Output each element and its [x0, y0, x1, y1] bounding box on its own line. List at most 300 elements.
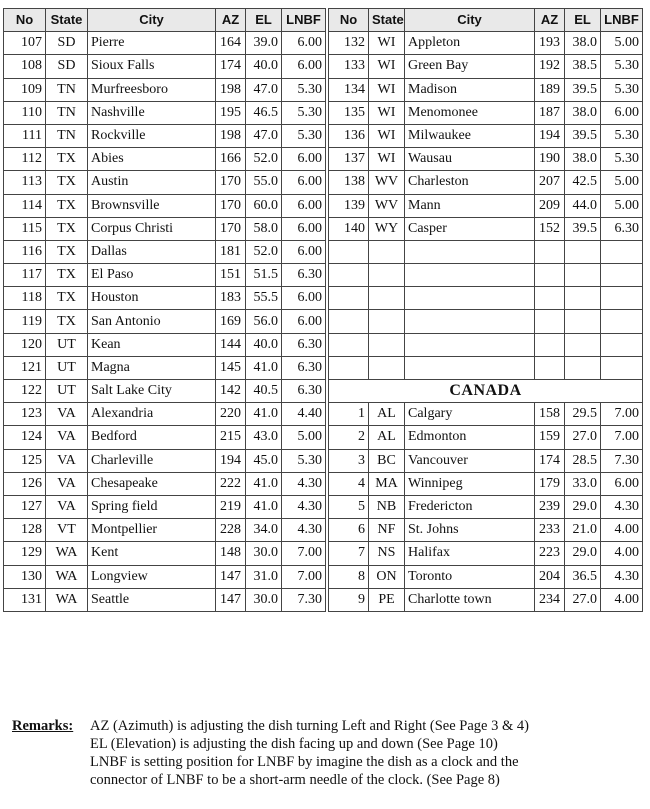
cell-no: 6: [329, 519, 369, 542]
cell-lnbf: 6.30: [282, 333, 326, 356]
cell-lnbf: 6.30: [282, 380, 326, 403]
cell-lnbf: 5.30: [601, 55, 643, 78]
cell-city: Salt Lake City: [88, 380, 216, 403]
cell-city: Milwaukee: [405, 124, 535, 147]
cell-no: 138: [329, 171, 369, 194]
cell-no: 107: [4, 32, 46, 55]
table-row: [329, 565, 643, 588]
cell-no: 2: [329, 426, 369, 449]
cell-state: UT: [46, 380, 88, 403]
cell-lnbf: 6.00: [601, 101, 643, 124]
cell-lnbf: 6.00: [282, 171, 326, 194]
cell-city: Alexandria: [88, 403, 216, 426]
cell-lnbf: 4.30: [282, 495, 326, 518]
cell-el: 42.5: [565, 171, 601, 194]
table-header-row: [329, 9, 643, 32]
cell-no: 113: [4, 171, 46, 194]
cell-az: 174: [216, 55, 246, 78]
cell-el: 41.0: [246, 356, 282, 379]
cell-state: TX: [46, 310, 88, 333]
empty-cell: [601, 310, 643, 333]
cell-lnbf: 6.00: [282, 32, 326, 55]
cell-no: 3: [329, 449, 369, 472]
cell-az: 198: [216, 124, 246, 147]
cell-city: El Paso: [88, 264, 216, 287]
cell-el: 21.0: [565, 519, 601, 542]
cell-lnbf: 6.00: [282, 240, 326, 263]
cell-city: Bedford: [88, 426, 216, 449]
cell-lnbf: 5.30: [282, 78, 326, 101]
cell-lnbf: 5.30: [282, 101, 326, 124]
cell-city: Montpellier: [88, 519, 216, 542]
cell-city: Mann: [405, 194, 535, 217]
empty-cell: [565, 310, 601, 333]
cell-state: UT: [46, 356, 88, 379]
cell-el: 28.5: [565, 449, 601, 472]
remarks-label: Remarks:: [12, 718, 74, 734]
column-header-az: AZ: [216, 9, 246, 32]
us-canada-cities-table-right: [328, 8, 643, 612]
table-row: [4, 333, 326, 356]
empty-cell: [535, 310, 565, 333]
cell-el: 60.0: [246, 194, 282, 217]
cell-no: 109: [4, 78, 46, 101]
dish-settings-tables: [3, 8, 643, 632]
cell-el: 41.0: [246, 495, 282, 518]
cell-lnbf: 6.30: [282, 356, 326, 379]
cell-az: 170: [216, 171, 246, 194]
cell-el: 30.0: [246, 542, 282, 565]
cell-lnbf: 6.00: [282, 148, 326, 171]
cell-state: WV: [369, 171, 405, 194]
cell-state: VA: [46, 403, 88, 426]
cell-el: 40.5: [246, 380, 282, 403]
empty-cell: [601, 240, 643, 263]
cell-lnbf: 7.00: [282, 565, 326, 588]
cell-no: 108: [4, 55, 46, 78]
table-row: [329, 55, 643, 78]
empty-cell: [329, 287, 369, 310]
table-row: [329, 472, 643, 495]
cell-el: 47.0: [246, 124, 282, 147]
cell-el: 41.0: [246, 472, 282, 495]
cell-az: 193: [535, 32, 565, 55]
cell-az: 142: [216, 380, 246, 403]
table-row: [329, 588, 643, 611]
cell-el: 40.0: [246, 55, 282, 78]
cell-el: 30.0: [246, 588, 282, 611]
cell-state: VA: [46, 426, 88, 449]
cell-city: Winnipeg: [405, 472, 535, 495]
cell-no: 139: [329, 194, 369, 217]
table-row: [4, 426, 326, 449]
cell-state: TX: [46, 264, 88, 287]
cell-city: Longview: [88, 565, 216, 588]
cell-city: San Antonio: [88, 310, 216, 333]
cell-state: VA: [46, 449, 88, 472]
cell-el: 33.0: [565, 472, 601, 495]
table-row: [4, 588, 326, 611]
cell-lnbf: 7.30: [282, 588, 326, 611]
canada-section-row: [329, 380, 643, 403]
cell-el: 43.0: [246, 426, 282, 449]
empty-cell: [405, 356, 535, 379]
cell-city: Halifax: [405, 542, 535, 565]
table-row: [4, 542, 326, 565]
cell-el: 38.0: [565, 32, 601, 55]
cell-el: 52.0: [246, 148, 282, 171]
cell-az: 144: [216, 333, 246, 356]
cell-state: SD: [46, 55, 88, 78]
cell-no: 120: [4, 333, 46, 356]
cell-lnbf: 5.00: [601, 32, 643, 55]
cell-el: 36.5: [565, 565, 601, 588]
empty-cell: [405, 264, 535, 287]
cell-city: Austin: [88, 171, 216, 194]
cell-state: AL: [369, 426, 405, 449]
table-row: [4, 310, 326, 333]
table-row: [4, 449, 326, 472]
table-row: [4, 171, 326, 194]
cell-state: TX: [46, 287, 88, 310]
remarks-section: [12, 717, 642, 789]
cell-el: 39.5: [565, 78, 601, 101]
cell-city: Nashville: [88, 101, 216, 124]
cell-state: WI: [369, 101, 405, 124]
cell-az: 181: [216, 240, 246, 263]
cell-no: 134: [329, 78, 369, 101]
cell-no: 127: [4, 495, 46, 518]
cell-no: 124: [4, 426, 46, 449]
cell-az: 145: [216, 356, 246, 379]
cell-el: 39.0: [246, 32, 282, 55]
cell-city: Charleston: [405, 171, 535, 194]
cell-city: Appleton: [405, 32, 535, 55]
table-row: [4, 194, 326, 217]
cell-az: 159: [535, 426, 565, 449]
empty-cell: [369, 287, 405, 310]
table-row: [4, 101, 326, 124]
cell-el: 45.0: [246, 449, 282, 472]
table-row: [329, 124, 643, 147]
empty-cell: [329, 333, 369, 356]
cell-az: 194: [535, 124, 565, 147]
cell-el: 55.5: [246, 287, 282, 310]
cell-lnbf: 7.00: [601, 403, 643, 426]
cell-city: Casper: [405, 217, 535, 240]
cell-no: 5: [329, 495, 369, 518]
empty-cell: [565, 287, 601, 310]
cell-lnbf: 5.00: [601, 194, 643, 217]
cell-state: WI: [369, 55, 405, 78]
cell-city: St. Johns: [405, 519, 535, 542]
cell-state: TX: [46, 148, 88, 171]
column-header-city: City: [88, 9, 216, 32]
cell-city: Kean: [88, 333, 216, 356]
cell-el: 29.0: [565, 495, 601, 518]
cell-state: WY: [369, 217, 405, 240]
cell-lnbf: 6.00: [601, 472, 643, 495]
cell-lnbf: 4.30: [601, 495, 643, 518]
cell-lnbf: 4.30: [282, 472, 326, 495]
cell-state: BC: [369, 449, 405, 472]
cell-no: 129: [4, 542, 46, 565]
cell-city: Toronto: [405, 565, 535, 588]
cell-lnbf: 5.30: [601, 124, 643, 147]
cell-state: WA: [46, 542, 88, 565]
cell-no: 115: [4, 217, 46, 240]
cell-lnbf: 5.30: [282, 124, 326, 147]
cell-az: 223: [535, 542, 565, 565]
cell-el: 38.0: [565, 148, 601, 171]
cell-az: 164: [216, 32, 246, 55]
column-header-az: AZ: [535, 9, 565, 32]
blank-row: [329, 310, 643, 333]
cell-lnbf: 5.30: [601, 148, 643, 171]
cell-az: 187: [535, 101, 565, 124]
table-row: [4, 287, 326, 310]
cell-city: Charlotte town: [405, 588, 535, 611]
cell-el: 47.0: [246, 78, 282, 101]
cell-el: 39.5: [565, 217, 601, 240]
cell-az: 207: [535, 171, 565, 194]
cell-state: TX: [46, 217, 88, 240]
cell-no: 118: [4, 287, 46, 310]
table-header-row: [4, 9, 326, 32]
cell-lnbf: 7.30: [601, 449, 643, 472]
cell-no: 110: [4, 101, 46, 124]
remarks-line: connector of LNBF to be a short-arm needle of the clock. (See Page 8): [90, 772, 500, 788]
cell-lnbf: 6.00: [282, 310, 326, 333]
cell-city: Seattle: [88, 588, 216, 611]
cell-lnbf: 5.30: [282, 449, 326, 472]
cell-state: TX: [46, 240, 88, 263]
cell-az: 220: [216, 403, 246, 426]
cell-el: 44.0: [565, 194, 601, 217]
cell-state: SD: [46, 32, 88, 55]
table-row: [4, 55, 326, 78]
blank-row: [329, 287, 643, 310]
column-header-lnbf: LNBF: [282, 9, 326, 32]
cell-city: Chesapeake: [88, 472, 216, 495]
cell-el: 46.5: [246, 101, 282, 124]
cell-az: 147: [216, 588, 246, 611]
cell-city: Sioux Falls: [88, 55, 216, 78]
table-row: [329, 171, 643, 194]
column-header-state: State: [369, 9, 405, 32]
cell-az: 169: [216, 310, 246, 333]
empty-cell: [369, 264, 405, 287]
column-header-no: No: [329, 9, 369, 32]
cell-no: 117: [4, 264, 46, 287]
cell-city: Charleville: [88, 449, 216, 472]
empty-cell: [565, 240, 601, 263]
cell-az: 239: [535, 495, 565, 518]
cell-el: 51.5: [246, 264, 282, 287]
cell-state: WI: [369, 124, 405, 147]
empty-cell: [601, 356, 643, 379]
empty-cell: [329, 356, 369, 379]
canada-section-heading: CANADA: [329, 380, 643, 403]
cell-lnbf: 4.30: [601, 565, 643, 588]
empty-cell: [565, 333, 601, 356]
table-row: [4, 356, 326, 379]
cell-lnbf: 4.00: [601, 588, 643, 611]
blank-row: [329, 240, 643, 263]
cell-lnbf: 5.00: [282, 426, 326, 449]
table-row: [329, 403, 643, 426]
cell-no: 123: [4, 403, 46, 426]
cell-lnbf: 6.00: [282, 55, 326, 78]
cell-el: 29.0: [565, 542, 601, 565]
empty-cell: [329, 240, 369, 263]
cell-az: 151: [216, 264, 246, 287]
cell-az: 152: [535, 217, 565, 240]
cell-el: 27.0: [565, 426, 601, 449]
column-header-no: No: [4, 9, 46, 32]
cell-el: 41.0: [246, 403, 282, 426]
cell-city: Calgary: [405, 403, 535, 426]
cell-city: Fredericton: [405, 495, 535, 518]
table-row: [4, 217, 326, 240]
table-row: [329, 449, 643, 472]
table-row: [4, 380, 326, 403]
blank-row: [329, 264, 643, 287]
remarks-line: EL (Elevation) is adjusting the dish facing up and down (See Page 10): [90, 736, 498, 752]
cell-lnbf: 7.00: [282, 542, 326, 565]
cell-az: 194: [216, 449, 246, 472]
cell-state: VA: [46, 495, 88, 518]
cell-lnbf: 6.30: [282, 264, 326, 287]
cell-az: 148: [216, 542, 246, 565]
cell-state: NF: [369, 519, 405, 542]
cell-lnbf: 6.00: [282, 194, 326, 217]
table-row: [4, 148, 326, 171]
empty-cell: [405, 240, 535, 263]
cell-az: 190: [535, 148, 565, 171]
cell-no: 8: [329, 565, 369, 588]
cell-el: 34.0: [246, 519, 282, 542]
empty-cell: [369, 356, 405, 379]
cell-city: Brownsville: [88, 194, 216, 217]
cell-el: 56.0: [246, 310, 282, 333]
cell-no: 135: [329, 101, 369, 124]
empty-cell: [535, 356, 565, 379]
cell-az: 234: [535, 588, 565, 611]
cell-city: Vancouver: [405, 449, 535, 472]
cell-city: Menomonee: [405, 101, 535, 124]
cell-state: PE: [369, 588, 405, 611]
empty-cell: [405, 310, 535, 333]
cell-lnbf: 4.00: [601, 519, 643, 542]
table-row: [4, 403, 326, 426]
empty-cell: [329, 264, 369, 287]
cell-az: 219: [216, 495, 246, 518]
cell-no: 132: [329, 32, 369, 55]
cell-city: Madison: [405, 78, 535, 101]
table-row: [4, 124, 326, 147]
table-row: [329, 495, 643, 518]
cell-state: NB: [369, 495, 405, 518]
table-row: [4, 32, 326, 55]
cell-city: Edmonton: [405, 426, 535, 449]
cell-state: TX: [46, 171, 88, 194]
cell-az: 198: [216, 78, 246, 101]
table-row: [4, 565, 326, 588]
table-row: [4, 472, 326, 495]
cell-no: 112: [4, 148, 46, 171]
empty-cell: [601, 264, 643, 287]
remarks-line: LNBF is setting position for LNBF by imagine the dish as a clock and the: [90, 754, 519, 770]
cell-az: 170: [216, 194, 246, 217]
column-header-el: EL: [246, 9, 282, 32]
empty-cell: [329, 310, 369, 333]
table-row: [329, 217, 643, 240]
empty-cell: [565, 264, 601, 287]
cell-state: NS: [369, 542, 405, 565]
cell-state: MA: [369, 472, 405, 495]
column-header-lnbf: LNBF: [601, 9, 643, 32]
cell-az: 189: [535, 78, 565, 101]
cell-no: 126: [4, 472, 46, 495]
cell-az: 147: [216, 565, 246, 588]
cell-city: Magna: [88, 356, 216, 379]
cell-az: 158: [535, 403, 565, 426]
cell-el: 58.0: [246, 217, 282, 240]
cell-lnbf: 7.00: [601, 426, 643, 449]
cell-state: TN: [46, 78, 88, 101]
cell-az: 195: [216, 101, 246, 124]
cell-state: TN: [46, 124, 88, 147]
table-row: [4, 240, 326, 263]
cell-az: 166: [216, 148, 246, 171]
cell-az: 183: [216, 287, 246, 310]
empty-cell: [601, 333, 643, 356]
cell-el: 38.0: [565, 101, 601, 124]
cell-el: 29.5: [565, 403, 601, 426]
cell-no: 122: [4, 380, 46, 403]
cell-no: 7: [329, 542, 369, 565]
empty-cell: [535, 264, 565, 287]
cell-el: 40.0: [246, 333, 282, 356]
cell-no: 128: [4, 519, 46, 542]
cell-az: 233: [535, 519, 565, 542]
cell-el: 52.0: [246, 240, 282, 263]
cell-state: WA: [46, 565, 88, 588]
table-row: [329, 542, 643, 565]
empty-cell: [535, 240, 565, 263]
empty-cell: [601, 287, 643, 310]
table-row: [329, 101, 643, 124]
cell-state: VT: [46, 519, 88, 542]
cell-az: 228: [216, 519, 246, 542]
cell-state: WA: [46, 588, 88, 611]
cell-az: 170: [216, 217, 246, 240]
table-row: [329, 519, 643, 542]
cell-no: 130: [4, 565, 46, 588]
cell-state: AL: [369, 403, 405, 426]
empty-cell: [535, 287, 565, 310]
cell-state: TX: [46, 194, 88, 217]
cell-no: 133: [329, 55, 369, 78]
cell-lnbf: 4.30: [282, 519, 326, 542]
empty-cell: [369, 310, 405, 333]
cell-city: Spring field: [88, 495, 216, 518]
cell-city: Houston: [88, 287, 216, 310]
cell-no: 131: [4, 588, 46, 611]
cell-az: 192: [535, 55, 565, 78]
empty-cell: [369, 333, 405, 356]
